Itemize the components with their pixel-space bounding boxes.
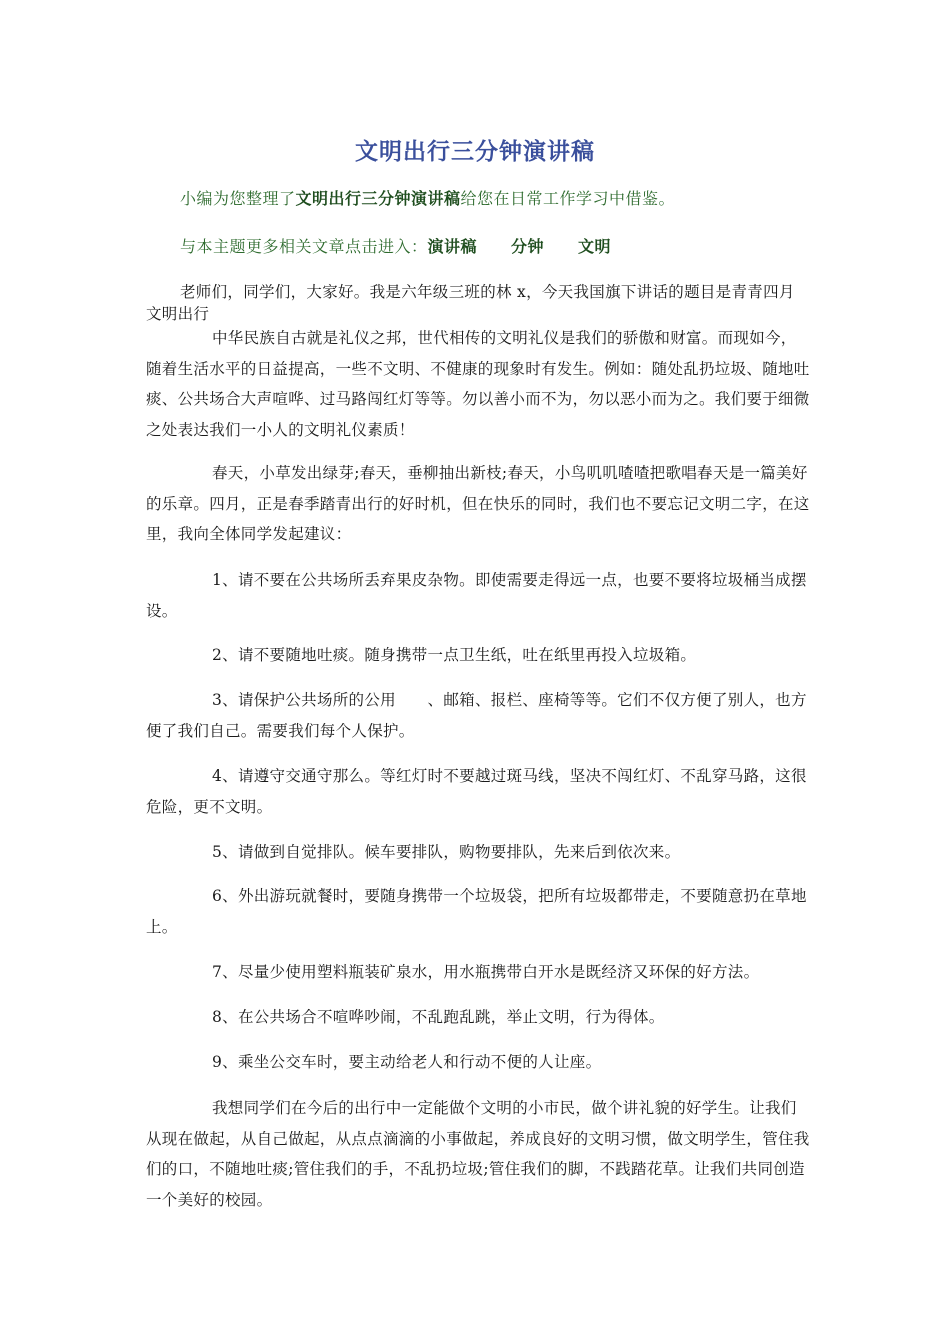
body-paragraph-2: 春天，小草发出绿芽;春天，垂柳抽出新枝;春天，小鸟叽叽喳喳把歌唱春天是一篇美好的乐章。四月，正是春季踏青出行的好时机，但在快乐的同时，我们也不要忘记文明二字，在这里，我向全体同学发起建议：: [146, 464, 810, 543]
related-link-civility[interactable]: 文明: [578, 237, 612, 256]
list-item: 2、请不要随地吐痰。随身携带一点卫生纸，吐在纸里再投入垃圾箱。: [212, 646, 697, 664]
related-link-minutes[interactable]: 分钟: [511, 237, 545, 256]
greeting-paragraph: 老师们，同学们，大家好。我是六年级三班的林 x，今天我国旗下讲话的题目是青青四月文明出行: [146, 283, 795, 323]
closing-paragraph: 我想同学们在今后的出行中一定能做个文明的小市民，做个讲礼貌的好学生。让我们从现在做起，从自己做起，从点点滴滴的小事做起，养成良好的文明习惯，做文明学生，管住我们的口，不随地吐痰;管住我们的手，不乱扔垃圾;管住我们的脚，不践踏花草。让我们共同创造一个美好的校园。: [146, 1099, 810, 1209]
list-item: 9、乘坐公交车时，要主动给老人和行动不便的人让座。: [212, 1053, 602, 1071]
intro-line: [180, 186, 675, 209]
list-item: 6、外出游玩就餐时，要随身携带一个垃圾袋，把所有垃圾都带走，不要随意扔在草地上。: [146, 887, 807, 936]
related-link-speech[interactable]: 演讲稿: [427, 237, 478, 256]
intro-prefix: 小编为您整理了: [180, 189, 296, 208]
list-item: 8、在公共场合不喧哗吵闹，不乱跑乱跳，举止文明，行为得体。: [212, 1008, 665, 1026]
page-title: 文明出行三分钟演讲稿: [355, 139, 595, 165]
list-item: 7、尽量少使用塑料瓶装矿泉水，用水瓶携带白开水是既经济又环保的好方法。: [212, 963, 760, 981]
list-item: 5、请做到自觉排队。候车要排队，购物要排队，先来后到依次来。: [212, 843, 681, 861]
intro-suffix: 给您在日常工作学习中借鉴。: [460, 189, 676, 208]
list-item: 4、请遵守交通守那么。等红灯时不要越过斑马线，坚决不闯红灯、不乱穿马路，这很危险，更不文明。: [146, 767, 807, 816]
related-links: [180, 234, 645, 257]
related-label: 与本主题更多相关文章点击进入：: [180, 237, 428, 256]
list-item: 3、请保护公共场所的公用 、邮箱、报栏、座椅等等。它们不仅方便了别人，也方便了我们自己。需要我们每个人保护。: [146, 691, 807, 740]
body-paragraph-1: 中华民族自古就是礼仪之邦，世代相传的文明礼仪是我们的骄傲和财富。而现如今，随着生活水平的日益提高，一些不文明、不健康的现象时有发生。例如：随处乱扔垃圾、随地吐痰、公共场合大声喧哗、过马路闯红灯等等。勿以善小而不为，勿以恶小而为之。我们要于细微之处表达我们一小人的文明礼仪素质！: [146, 329, 810, 439]
list-item: 1、请不要在公共场所丢弃果皮杂物。即使需要走得远一点，也要不要将垃圾桶当成摆设。: [146, 571, 807, 620]
intro-keyword: 文明出行三分钟演讲稿: [295, 189, 461, 208]
